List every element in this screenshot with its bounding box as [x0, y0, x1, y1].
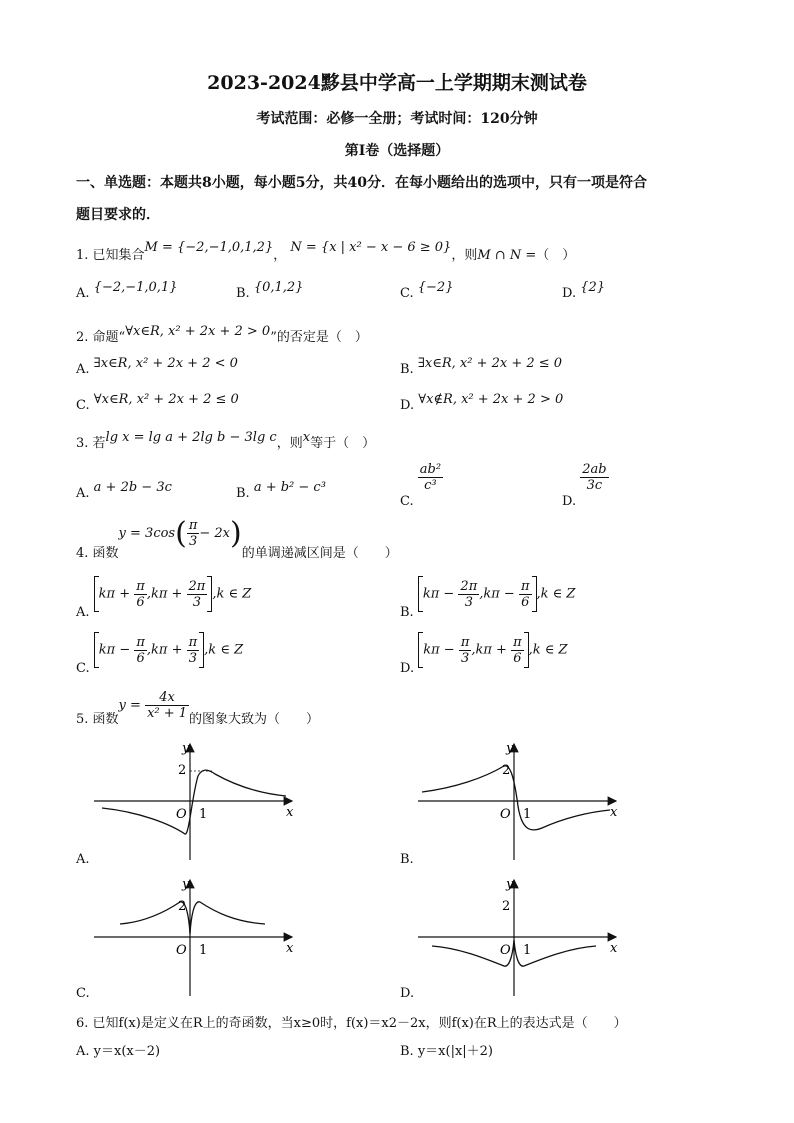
q5-graph-b	[414, 736, 624, 864]
q4-option-d-right: ,kπ +	[471, 642, 512, 658]
q4-option-c-label: C.	[76, 660, 90, 676]
q5-graph-b-tick-x: 1	[523, 807, 532, 822]
q5-option-b-label: B.	[400, 852, 414, 867]
q4-option-d-domain: ,k ∈ Z	[528, 642, 568, 658]
q4-option-b-right-num: π	[520, 578, 530, 594]
q2-option-b-value: ∃x∈R, x² + 2x + 2 ≤ 0	[417, 356, 563, 371]
q3-option-d	[562, 462, 609, 509]
q5-graph-d-y-label: y	[506, 877, 514, 892]
q4-option-b-left-num: 2π	[460, 578, 478, 594]
q4-tail: − 2x	[199, 526, 231, 541]
q1-set-n: N = {x | x² − x − 6 ≥ 0}	[290, 240, 452, 255]
q1-expression: M ∩ N =	[477, 248, 537, 263]
q4-option-b-right-den: 6	[521, 594, 530, 610]
q5-graph-d-tick-x: 1	[523, 943, 532, 958]
q4-prefix: 4. 函数	[76, 546, 119, 561]
q4-option-c-left-num: π	[136, 634, 145, 650]
q5-graph-c-curve	[120, 902, 265, 934]
q4-option-d-left-num: π	[460, 634, 470, 650]
q4-option-c-left: kπ −	[98, 642, 135, 658]
q1-option-a-value: {−2,−1,0,1}	[93, 280, 178, 295]
section-heading-line2: 题目要求的．	[76, 207, 160, 223]
q4-option-a-left-num: π	[136, 578, 145, 594]
q4-option-c-right-num: π	[188, 634, 198, 650]
q2-option-d-label: D.	[400, 398, 415, 413]
q1-option-c-value: {−2}	[417, 280, 454, 295]
q1-option-a	[76, 280, 178, 301]
section-heading-line1: 一、单选题：本题共8小题，每小题5分，共40分．在每小题给出的选项中，只有一项是符合	[76, 175, 647, 191]
q5-graph-c	[90, 872, 300, 1000]
q5-option-d-label: D.	[400, 986, 415, 1001]
q5-graph-b-curve	[422, 766, 610, 830]
q3-option-c-numerator: ab²	[419, 462, 442, 477]
q4-option-c-right-den: 3	[188, 650, 198, 666]
q5-function: y =	[118, 698, 141, 713]
q1-option-b-label: B.	[236, 286, 250, 301]
q5-graph-d-x-label: x	[610, 941, 618, 956]
q3-mid: ，则	[276, 436, 303, 451]
q5-prefix: 5. 函数	[76, 712, 119, 727]
q3-option-b	[236, 480, 326, 501]
q4-option-b-right: ,kπ −	[479, 586, 519, 602]
question-6: 6. 已知f(x)是定义在R上的奇函数，当x≥0时，f(x)＝x2－2x，则f(x)在R上的表达式是（ ）	[76, 1016, 627, 1031]
q5-graph-c-tick-x: 1	[199, 943, 208, 958]
q2-option-a-label: A.	[76, 362, 90, 377]
q3-option-b-label: B.	[236, 486, 250, 501]
part-heading: 第Ⅰ卷（选择题）	[344, 143, 450, 159]
q2-suffix: ”的否定是（ ）	[270, 330, 368, 345]
q1-answer-blank: （ ）	[536, 248, 576, 263]
q2-option-c	[76, 392, 239, 413]
q4-option-d	[400, 632, 568, 676]
question-1	[76, 240, 576, 263]
q5-graph-a-y-label: y	[182, 741, 190, 756]
q3-option-b-value: a + b² − c³	[253, 480, 326, 495]
q2-option-a	[76, 356, 238, 377]
q4-option-c-left-den: 6	[136, 650, 145, 666]
q4-option-a-right-num: 2π	[188, 578, 206, 594]
q2-option-d-value: ∀x∉R, x² + 2x + 2 > 0	[418, 392, 564, 407]
q1-option-d-value: {2}	[580, 280, 606, 295]
q3-expression: lg x = lg a + 2lg b − 3lg c	[105, 430, 277, 445]
q1-option-a-label: A.	[76, 286, 90, 301]
q1-option-c	[400, 280, 454, 301]
q5-graph-c-tick-y: 2	[178, 899, 187, 914]
q1-comma: ，	[273, 248, 287, 263]
q5-option-c-label: C.	[76, 986, 90, 1001]
q4-numerator: π	[188, 518, 198, 533]
question-5	[76, 690, 320, 727]
exam-title: 2023-2024黟县中学高一上学期期末测试卷	[207, 72, 587, 94]
q5-graph-a-curve	[102, 770, 286, 834]
q4-option-a-label: A.	[76, 604, 90, 620]
q2-option-b	[400, 356, 563, 377]
q3-option-c	[400, 462, 443, 509]
q2-option-a-value: ∃x∈R, x² + 2x + 2 < 0	[93, 356, 238, 371]
q4-option-d-label: D.	[400, 660, 415, 676]
q2-option-c-value: ∀x∈R, x² + 2x + 2 ≤ 0	[93, 392, 239, 407]
q1-option-d-label: D.	[562, 286, 577, 301]
q5-denominator: x² + 1	[147, 706, 188, 721]
q4-fraction	[187, 518, 200, 549]
q4-option-b-label: B.	[400, 604, 414, 620]
q6-option-a: A. y＝x(x－2)	[76, 1044, 161, 1059]
q2-option-b-label: B.	[400, 362, 414, 377]
q4-option-a	[76, 576, 252, 620]
q5-suffix: 的图象大致为（ ）	[189, 712, 320, 727]
q5-graph-d	[414, 872, 624, 1000]
q5-numerator: 4x	[145, 690, 189, 706]
q3-option-c-fraction	[418, 462, 443, 493]
q3-option-c-denominator: c³	[424, 478, 437, 493]
q5-graph-d-origin: O	[500, 943, 511, 958]
q6-option-b: B. y＝x(|x|＋2)	[400, 1044, 493, 1059]
exam-subtitle: 考试范围：必修一全册；考试时间：120分钟	[256, 111, 538, 127]
q5-graph-b-y-label: y	[506, 741, 514, 756]
q3-option-d-numerator: 2ab	[582, 462, 607, 477]
q3-option-d-label: D.	[562, 494, 577, 509]
q4-right-paren: )	[230, 516, 242, 551]
q5-graph-b-tick-y: 2	[502, 763, 511, 778]
question-3	[76, 432, 375, 451]
q1-option-d	[562, 280, 606, 301]
q3-option-a-value: a + 2b − 3c	[93, 480, 172, 495]
q4-option-c-right: ,kπ +	[146, 642, 187, 658]
q3-variable: x	[302, 430, 311, 445]
q3-option-a	[76, 480, 172, 501]
q4-left-paren: (	[175, 516, 187, 551]
question-2	[76, 326, 368, 345]
q3-prefix: 3. 若	[76, 436, 106, 451]
q3-suffix: 等于（ ）	[310, 436, 376, 451]
q4-option-a-right-den: 3	[192, 594, 202, 610]
q5-option-a-label: A.	[76, 852, 90, 867]
q4-option-a-right: ,kπ +	[146, 586, 187, 602]
q1-set-m: M = {−2,−1,0,1,2}	[144, 240, 274, 255]
q1-prefix: 1. 已知集合	[76, 248, 145, 263]
q5-fraction	[145, 690, 189, 721]
q2-option-d	[400, 392, 564, 413]
q5-graph-c-origin: O	[176, 943, 187, 958]
q4-option-b-domain: ,k ∈ Z	[536, 586, 576, 602]
q4-option-d-right-num: π	[513, 634, 522, 650]
q4-suffix: 的单调递减区间是（ ）	[241, 546, 398, 561]
q4-function: y = 3cos	[118, 526, 176, 541]
q1-option-b-value: {0,1,2}	[253, 280, 304, 295]
q4-option-d-left-den: 3	[460, 650, 470, 666]
q2-expression: ∀x∈R, x² + 2x + 2 > 0	[125, 324, 271, 339]
q5-graph-b-origin: O	[500, 807, 511, 822]
q4-option-b	[400, 576, 576, 620]
q4-option-c-domain: ,k ∈ Z	[204, 642, 244, 658]
q5-graph-b-x-label: x	[610, 805, 618, 820]
q3-option-d-fraction	[580, 462, 608, 493]
q3-option-a-label: A.	[76, 486, 90, 501]
q4-option-d-left: kπ −	[423, 642, 459, 658]
q5-graph-c-y-label: y	[182, 877, 190, 892]
q4-option-b-left-den: 3	[464, 594, 473, 610]
q2-option-c-label: C.	[76, 398, 90, 413]
q1-option-c-label: C.	[400, 286, 414, 301]
q5-graph-a-tick-x: 1	[199, 807, 208, 822]
q4-option-a-domain: ,k ∈ Z	[212, 586, 252, 602]
q5-graph-c-x-label: x	[286, 941, 294, 956]
q5-graph-a-origin: O	[176, 807, 187, 822]
q4-denominator: 3	[188, 534, 198, 549]
question-4	[76, 516, 398, 561]
q2-prefix: 2. 命题“	[76, 330, 126, 345]
q1-mid: ，则	[451, 248, 478, 263]
q5-graph-a-tick-y: 2	[178, 763, 187, 778]
q3-option-d-denominator: 3c	[586, 478, 603, 493]
q5-graph-a-x-label: x	[286, 805, 294, 820]
q4-option-a-left: kπ +	[98, 586, 135, 602]
q4-option-d-right-den: 6	[513, 650, 522, 666]
q4-option-b-left: kπ −	[422, 586, 459, 602]
q4-option-a-left-den: 6	[136, 594, 145, 610]
q4-option-c	[76, 632, 244, 676]
q3-option-c-label: C.	[400, 494, 414, 509]
q1-option-b	[236, 280, 304, 301]
q5-graph-a	[90, 736, 300, 864]
q5-graph-d-tick-y: 2	[502, 899, 511, 914]
